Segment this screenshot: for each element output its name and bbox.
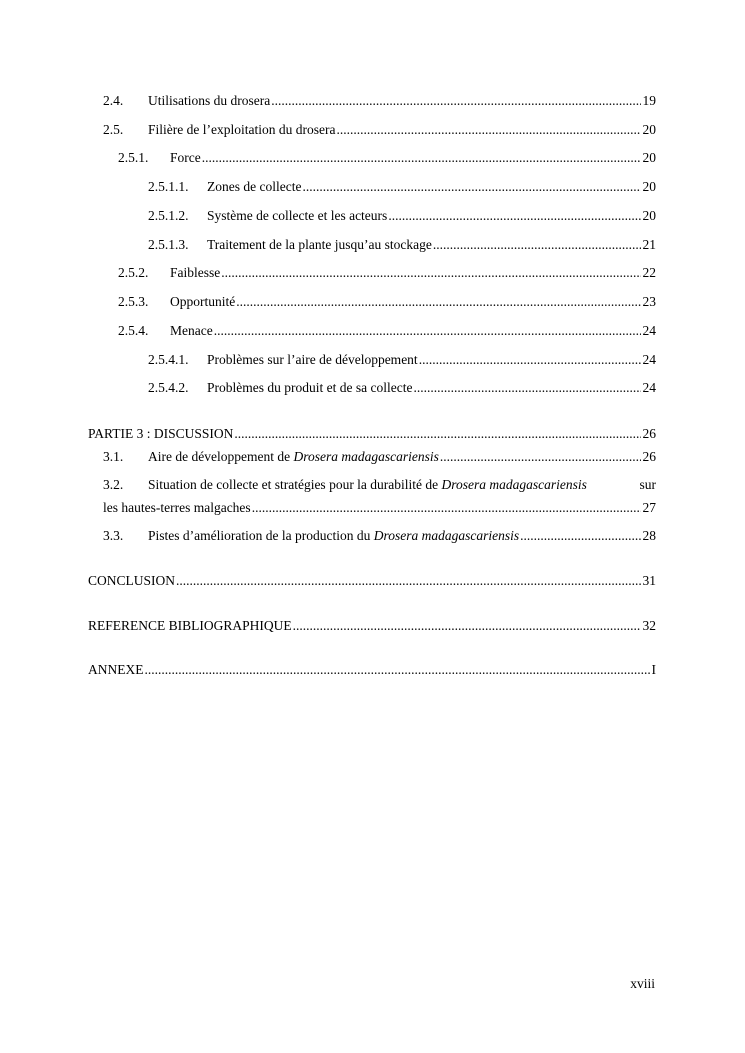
toc-entry-title: Traitement de la plante jusqu’au stockage — [207, 237, 432, 252]
toc-entry-part — [88, 426, 656, 444]
title-text-suffix: sur — [639, 477, 656, 492]
leader-dots — [388, 208, 640, 224]
toc-entry-title: Force — [170, 150, 201, 165]
toc-entry-number: 2.5. — [103, 122, 124, 137]
title-text: Situation de collecte et stratégies pour la durabilité de — [148, 477, 442, 492]
title-text: Pistes d’amélioration de la production du — [148, 528, 374, 543]
toc-entry-number: 2.5.4.1. — [148, 352, 189, 367]
toc-entry-page: 23 — [642, 294, 656, 309]
leader-dots — [202, 150, 641, 166]
toc-entry-page: I — [651, 662, 656, 677]
toc-entry-page: 20 — [642, 208, 656, 223]
leader-dots — [336, 122, 640, 138]
toc-entry-page: 24 — [642, 352, 656, 367]
toc-entry-title: Problèmes du produit et de sa collecte — [207, 380, 413, 395]
leader-dots — [236, 294, 640, 310]
toc-entry-part — [88, 573, 656, 591]
toc-entry — [88, 237, 656, 255]
toc-entry-title — [148, 528, 519, 544]
page-number: xviii — [630, 976, 655, 991]
leader-dots — [176, 573, 640, 589]
toc-entry-title: PARTIE 3 : DISCUSSION — [88, 426, 234, 441]
toc-entry-title: Système de collecte et les acteurs — [207, 208, 388, 223]
leader-dots — [433, 237, 641, 253]
toc-entry-title: Zones de collecte — [207, 179, 302, 194]
toc-entry-page: 20 — [642, 150, 656, 165]
species-name: Drosera madagascariensis — [373, 528, 520, 543]
toc-entry-title — [148, 449, 439, 465]
toc-entry-title: ANNEXE — [88, 662, 144, 677]
toc-entry-number: 3.1. — [103, 449, 124, 464]
toc-entry-page: 24 — [642, 380, 656, 395]
toc-entry-part — [88, 662, 656, 680]
toc-entry-page: 20 — [642, 179, 656, 194]
leader-dots — [271, 93, 640, 109]
toc-entry-number: 2.5.3. — [118, 294, 149, 309]
toc-entry-number: 2.5.1.1. — [148, 179, 189, 194]
species-name: Drosera madagascariensis — [441, 477, 587, 492]
toc-entry-title: REFERENCE BIBLIOGRAPHIQUE — [88, 618, 292, 633]
toc-entry-page: 20 — [642, 122, 656, 137]
toc-entry — [88, 93, 656, 111]
leader-dots — [214, 323, 641, 339]
toc-entry-number: 3.2. — [103, 477, 124, 492]
leader-dots — [145, 662, 650, 678]
toc-entry-page: 26 — [642, 449, 656, 464]
toc-entry — [88, 352, 656, 370]
leader-dots — [520, 528, 640, 544]
leader-dots — [221, 265, 640, 281]
toc-entry-title: CONCLUSION — [88, 573, 176, 588]
toc-entry-number: 2.5.4.2. — [148, 380, 189, 395]
leader-dots — [293, 618, 641, 634]
leader-dots — [302, 179, 640, 195]
toc-entry-title: Utilisations du drosera — [148, 93, 271, 108]
toc-entry-wrapped-line2 — [88, 500, 656, 518]
toc-entry — [88, 323, 656, 341]
leader-dots — [440, 449, 641, 465]
toc-entry-page: 31 — [642, 573, 656, 588]
leader-dots — [234, 426, 640, 442]
toc-entry-title: Menace — [170, 323, 213, 338]
toc-entry — [88, 294, 656, 312]
toc-entry-wrapped-line1 — [103, 477, 656, 495]
toc-entry-number: 3.3. — [103, 528, 124, 543]
toc-entry-page: 19 — [642, 93, 656, 108]
toc-entry-title: Opportunité — [170, 294, 236, 309]
toc-entry — [88, 528, 656, 546]
title-text: Aire de développement de — [148, 449, 294, 464]
toc-entry-title: Filière de l’exploitation du drosera — [148, 122, 336, 137]
toc-entry-number: 2.5.1.2. — [148, 208, 189, 223]
toc-entry-page: 26 — [642, 426, 656, 441]
toc-entry-page: 21 — [642, 237, 656, 252]
species-name: Drosera madagascariensis — [293, 449, 439, 464]
toc-entry-number: 2.4. — [103, 93, 124, 108]
toc-entry-title: Faiblesse — [170, 265, 221, 280]
toc-entry-number: 2.5.1. — [118, 150, 149, 165]
toc-entry-title: les hautes-terres malgaches — [103, 500, 251, 515]
toc-entry — [88, 179, 656, 197]
toc-entry-part — [88, 618, 656, 636]
toc-entry — [88, 208, 656, 226]
toc-entry-number: 2.5.2. — [118, 265, 149, 280]
toc-entry — [88, 150, 656, 168]
toc-entry — [88, 265, 656, 283]
toc-entry — [88, 122, 656, 140]
toc-entry-page: 22 — [642, 265, 656, 280]
toc-entry-page: 32 — [642, 618, 656, 633]
leader-dots — [419, 352, 641, 368]
leader-dots — [252, 500, 641, 516]
toc-entry — [88, 380, 656, 398]
toc-entry — [88, 449, 656, 467]
toc-entry-title: Problèmes sur l’aire de développement — [207, 352, 418, 367]
toc-entry-number: 2.5.4. — [118, 323, 149, 338]
leader-dots — [413, 380, 640, 396]
toc-entry-number: 2.5.1.3. — [148, 237, 189, 252]
toc-entry-page: 28 — [642, 528, 656, 543]
toc-entry-page: 27 — [642, 500, 656, 515]
toc-entry-page: 24 — [642, 323, 656, 338]
